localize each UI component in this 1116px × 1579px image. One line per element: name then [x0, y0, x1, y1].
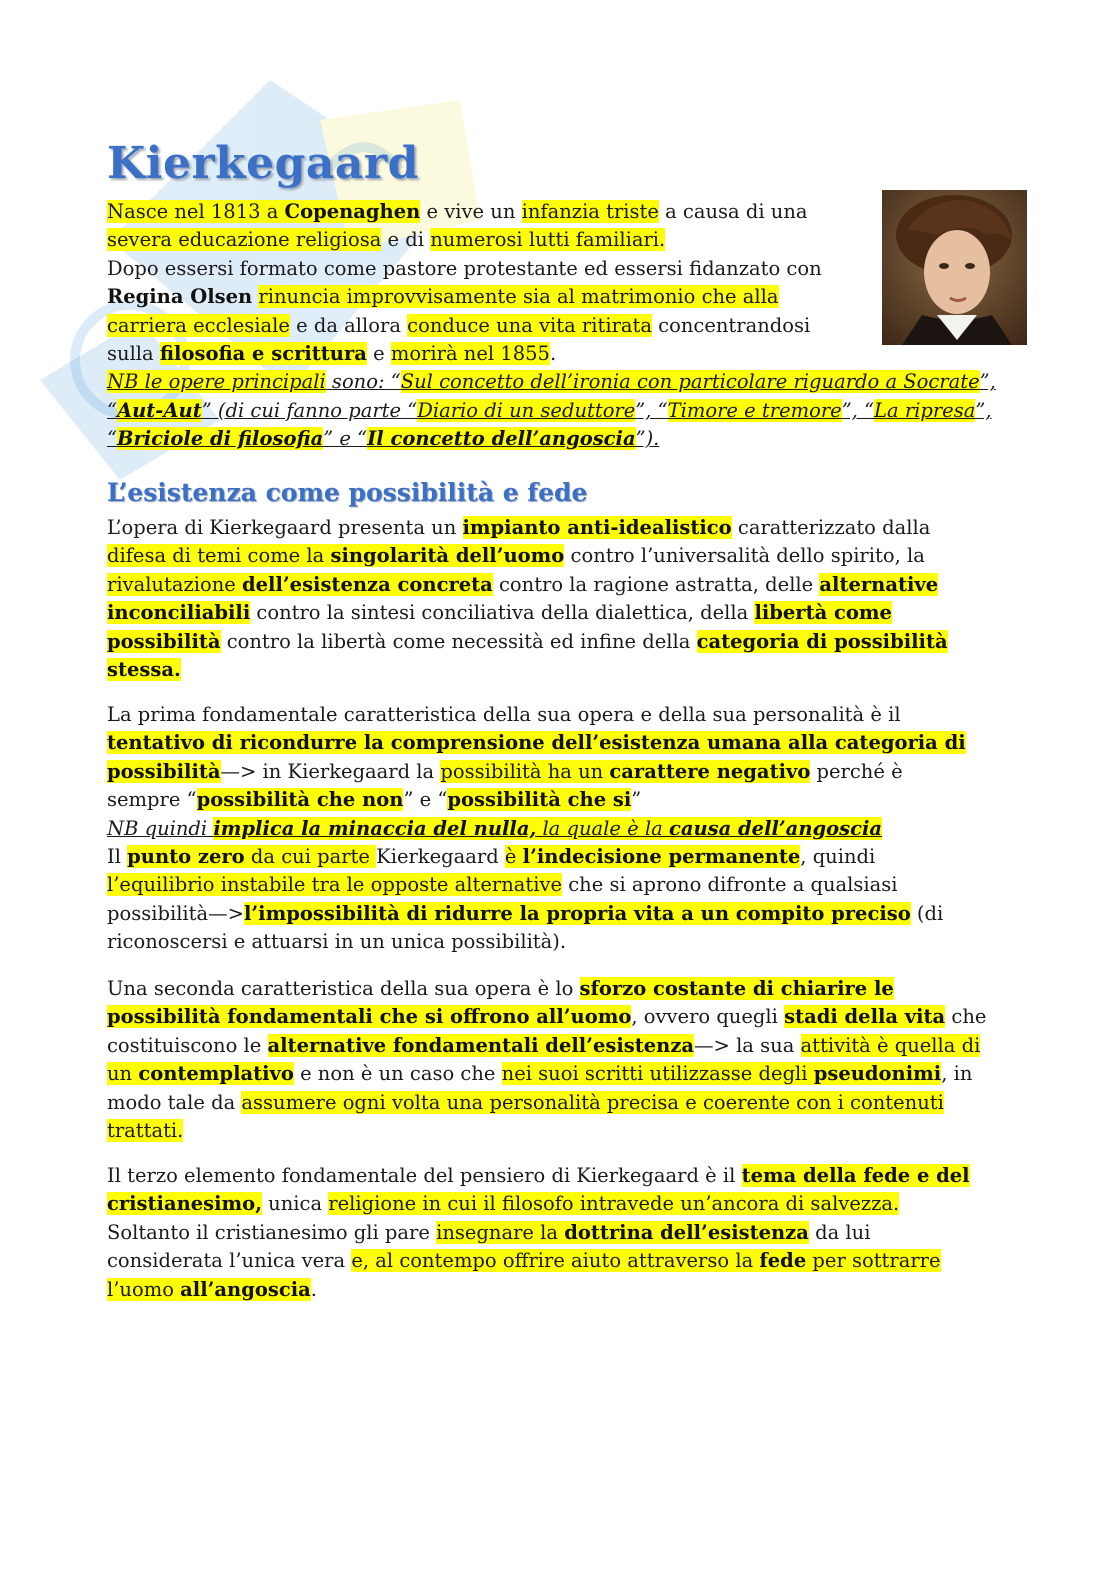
para-text: contro l’universalità dello spirito, la	[564, 544, 925, 568]
para-bold: tentativo di ricondurre la comprensione dell’esistenza umana alla categoria di	[107, 731, 966, 755]
para-text: da lui	[808, 1220, 871, 1244]
para-bold: libertà come	[754, 601, 892, 625]
para-bold: alternative fondamentali dell’esistenza	[267, 1033, 695, 1057]
para-bold: impianto anti-idealistico	[462, 516, 732, 539]
works-text: “	[107, 427, 117, 451]
para-bold: inconciliabili	[107, 601, 251, 625]
note-text: NB quindi	[107, 816, 214, 840]
para-text: .	[310, 1277, 317, 1301]
para-text: Kierkegaard	[376, 844, 505, 868]
para-text: , quindi	[800, 844, 876, 868]
intro-text: .	[549, 341, 557, 365]
para-bold: contemplativo	[138, 1062, 294, 1086]
intro-text: e da allora	[289, 313, 408, 337]
para-bold: all’angoscia	[180, 1277, 311, 1301]
note-bold: implica la minaccia del nulla,	[213, 816, 537, 840]
para-highlight: e, al contempo offrire aiuto attraverso la	[351, 1249, 760, 1273]
para-highlight: difesa di temi come la	[107, 544, 331, 568]
intro-bold: Copenaghen	[284, 200, 421, 223]
intro-block	[107, 198, 996, 454]
para-highlight: religione in cui il filosofo intravede un’ancora di salvezza.	[328, 1192, 900, 1216]
para-bold: l’indecisione permanente	[522, 844, 801, 868]
works-text: ”, “	[841, 398, 875, 422]
para-bold: singolarità dell’uomo	[330, 544, 565, 568]
intro-text: sulla	[107, 341, 160, 365]
intro-highlight: morirà nel 1855	[390, 341, 550, 365]
para-text: Una seconda caratteristica della sua opera è lo	[107, 977, 580, 1000]
para-bold: categoria di possibilità	[696, 629, 948, 653]
para-bold: alternative	[819, 572, 939, 596]
para-bold: pseudonimi	[813, 1062, 942, 1086]
note-text: la quale è la	[536, 816, 669, 840]
intro-highlight: severa educazione religiosa	[107, 228, 382, 252]
para-highlight: possibilità ha un	[440, 759, 610, 783]
note-bold: causa dell’angoscia	[668, 816, 883, 840]
para-text: L’opera di Kierkegaard presenta un	[107, 516, 463, 539]
para-text: —> in Kierkegaard la	[220, 759, 441, 783]
para-bold: possibilità fondamentali che si offrono all’uomo	[107, 1005, 632, 1029]
intro-highlight: rinuncia improvvisamente sia al matrimonio che alla	[258, 285, 779, 309]
para-text: , ovvero quegli	[631, 1005, 785, 1029]
para-highlight: l’uomo	[107, 1277, 181, 1301]
intro-text: e di	[381, 228, 431, 252]
paragraph-2	[107, 701, 966, 957]
para-text: costituiscono le	[107, 1033, 268, 1057]
paragraph-3	[107, 975, 986, 1145]
para-highlight: trattati.	[107, 1118, 184, 1142]
para-text: (di	[910, 901, 944, 925]
para-text: riconoscersi e attuarsi in un unica possibilità).	[107, 930, 567, 954]
para-bold: stessa.	[107, 657, 181, 681]
para-highlight: è	[504, 844, 523, 868]
para-bold: stadi della vita	[784, 1005, 946, 1029]
works-text: sono: “	[325, 370, 401, 394]
works-text: ”, “	[635, 398, 668, 422]
para-text: , in	[941, 1062, 973, 1086]
intro-text: e vive un	[420, 200, 522, 223]
para-bold: sforzo costante di chiarire le	[579, 977, 894, 1000]
section-title: L’esistenza come possibilità e fede	[107, 478, 588, 507]
work-title: Aut-Aut	[116, 398, 202, 422]
para-bold: dell’esistenza concreta	[242, 572, 493, 596]
para-text: caratterizzato dalla	[731, 516, 931, 539]
paragraph-1	[107, 514, 948, 684]
intro-bold: Regina Olsen	[107, 285, 253, 309]
intro-text: concentrandosi	[651, 313, 811, 337]
para-bold: dottrina dell’esistenza	[564, 1220, 809, 1244]
intro-highlight: infanzia triste	[521, 200, 659, 223]
work-title: Timore e tremore	[667, 398, 842, 422]
work-title: Il concetto dell’angoscia	[367, 427, 636, 451]
para-text: possibilità—>	[107, 901, 244, 925]
para-text: Il terzo elemento fondamentale del pensiero di Kierkegaard è il	[107, 1164, 742, 1187]
work-title: Diario di un seduttore	[417, 398, 636, 422]
intro-bold: filosofia e scrittura	[159, 341, 367, 365]
para-highlight: nei suoi scritti utilizzasse degli	[501, 1062, 814, 1086]
para-bold: carattere negativo	[609, 759, 811, 783]
para-highlight: l’equilibrio instabile tra le opposte alternative	[107, 873, 563, 897]
para-bold: punto zero	[127, 844, 245, 868]
para-text: contro la sintesi conciliativa della dialettica, della	[250, 601, 755, 625]
para-highlight: rivalutazione	[107, 572, 243, 596]
para-text: contro la libertà come necessità ed infine della	[220, 629, 697, 653]
intro-text: a causa di una	[658, 200, 808, 223]
para-bold: tema della fede e del	[741, 1164, 970, 1187]
intro-text: e	[366, 341, 391, 365]
para-bold: possibilità	[107, 759, 221, 783]
para-text: Il	[107, 844, 128, 868]
para-highlight: attività è quella di	[800, 1033, 981, 1057]
works-text: “	[107, 398, 117, 422]
intro-highlight: carriera ecclesiale	[107, 313, 290, 337]
para-highlight: un	[107, 1062, 139, 1086]
works-text: ” (di cui fanno parte “	[201, 398, 418, 422]
paragraph-4	[107, 1162, 970, 1304]
intro-text: Dopo essersi formato come pastore protestante ed essersi fidanzato con	[107, 256, 822, 280]
para-text: contro la ragione astratta, delle	[492, 572, 820, 596]
para-bold: possibilità che non	[196, 788, 404, 812]
para-bold: possibilità	[107, 629, 221, 653]
work-title: La ripresa	[874, 398, 976, 422]
para-bold: possibilità che si	[447, 788, 632, 812]
work-title: Briciole di filosofia	[116, 427, 324, 451]
para-text: perché è	[810, 759, 903, 783]
para-text: che	[945, 1005, 987, 1029]
para-bold: fede	[759, 1249, 807, 1273]
para-text: e non è un caso che	[293, 1062, 502, 1086]
para-text: Soltanto il cristianesimo gli pare	[107, 1220, 437, 1244]
works-note: NB le opere principali	[107, 370, 326, 394]
para-highlight: insegnare la	[436, 1220, 565, 1244]
para-text: —> la sua	[694, 1033, 801, 1057]
para-highlight: assumere ogni volta una personalità precisa e coerente con i contenuti	[241, 1090, 944, 1114]
para-bold: cristianesimo,	[107, 1192, 262, 1216]
para-highlight: per sottrarre	[806, 1249, 941, 1273]
works-text: ”,	[975, 398, 992, 422]
work-title: Sul concetto dell’ironia con particolare riguardo a Socrate	[400, 370, 980, 394]
para-text: considerata l’unica vera	[107, 1249, 352, 1273]
para-text: modo tale da	[107, 1090, 242, 1114]
works-text: ”).	[635, 427, 660, 451]
page-title: Kierkegaard	[107, 138, 419, 189]
works-text: ” e “	[323, 427, 368, 451]
intro-highlight: numerosi lutti familiari.	[430, 228, 666, 252]
intro-text: Nasce nel 1813 a	[107, 200, 285, 223]
works-text: ”,	[979, 370, 996, 394]
para-text: La prima fondamentale caratteristica della sua opera e della sua personalità è il	[107, 703, 901, 726]
para-text: ” e “	[403, 788, 448, 812]
para-bold: l’impossibilità di ridurre la propria vita a un compito preciso	[243, 901, 911, 925]
para-highlight: da cui parte	[244, 844, 377, 868]
para-text: ”	[631, 788, 642, 812]
intro-highlight: conduce una vita ritirata	[407, 313, 652, 337]
para-text: unica	[261, 1192, 329, 1216]
para-text: che si aprono difronte a qualsiasi	[562, 873, 898, 897]
para-text: sempre “	[107, 788, 197, 812]
